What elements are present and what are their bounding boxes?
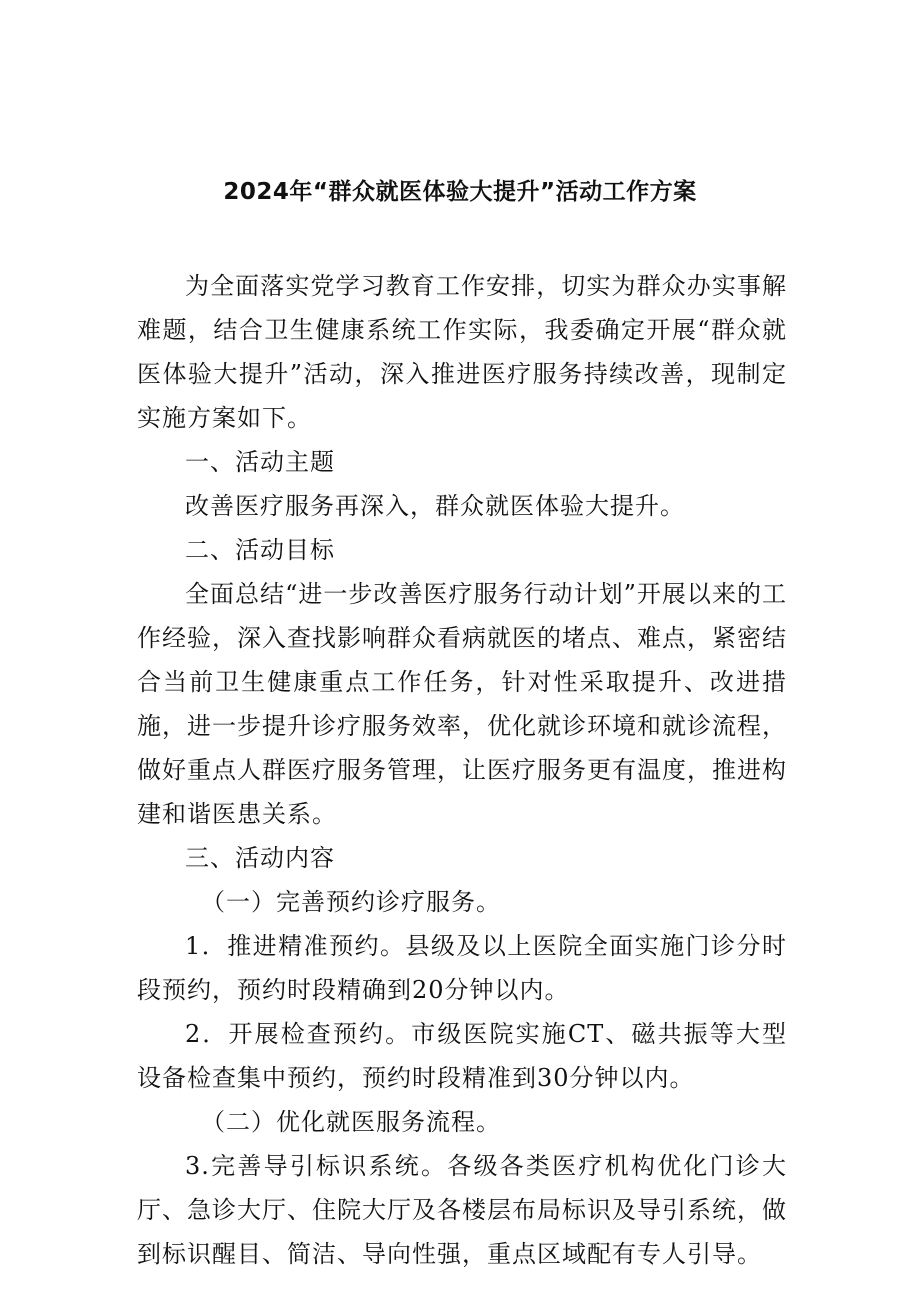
item-3-paragraph: 3.完善导引标识系统。各级各类医疗机构优化门诊大厅、急诊大厅、住院大厅及各楼层布局标识及导引系统，做到标识醒目、简洁、导向性强，重点区域配有专人引导。: [137, 1152, 787, 1268]
section-heading-content: 三、活动内容: [185, 844, 335, 872]
section-heading-goals: 二、活动目标: [185, 536, 335, 564]
document-body: [137, 264, 787, 1276]
subsection-heading-process: （二）优化就医服务流程。: [201, 1108, 501, 1136]
section-heading-theme: 一、活动主题: [185, 448, 335, 476]
intro-paragraph: 为全面落实党学习教育工作安排，切实为群众办实事解难题，结合卫生健康系统工作实际，我委确定开展“群众就医体验大提升”活动，深入推进医疗服务持续改善，现制定实施方案如下。: [137, 272, 787, 432]
item-1-paragraph: 1．推进精准预约。县级及以上医院全面实施门诊分时段预约，预约时段精确到20分钟以内。: [137, 932, 787, 1004]
item-2-paragraph: 2．开展检查预约。市级医院实施CT、磁共振等大型设备检查集中预约，预约时段精准到30分钟以内。: [137, 1020, 787, 1092]
subsection-heading-appointment: （一）完善预约诊疗服务。: [201, 888, 501, 916]
goals-paragraph: 全面总结“进一步改善医疗服务行动计划”开展以来的工作经验，深入查找影响群众看病就医的堵点、难点，紧密结合当前卫生健康重点工作任务，针对性采取提升、改进措施，进一步提升诊疗服务效率，优化就诊环境和就诊流程，做好重点人群医疗服务管理，让医疗服务更有温度，推进构建和谐医患关系。: [137, 580, 787, 828]
document-title: 2024年“群众就医体验大提升”活动工作方案: [223, 179, 697, 205]
theme-paragraph: 改善医疗服务再深入，群众就医体验大提升。: [185, 492, 685, 520]
